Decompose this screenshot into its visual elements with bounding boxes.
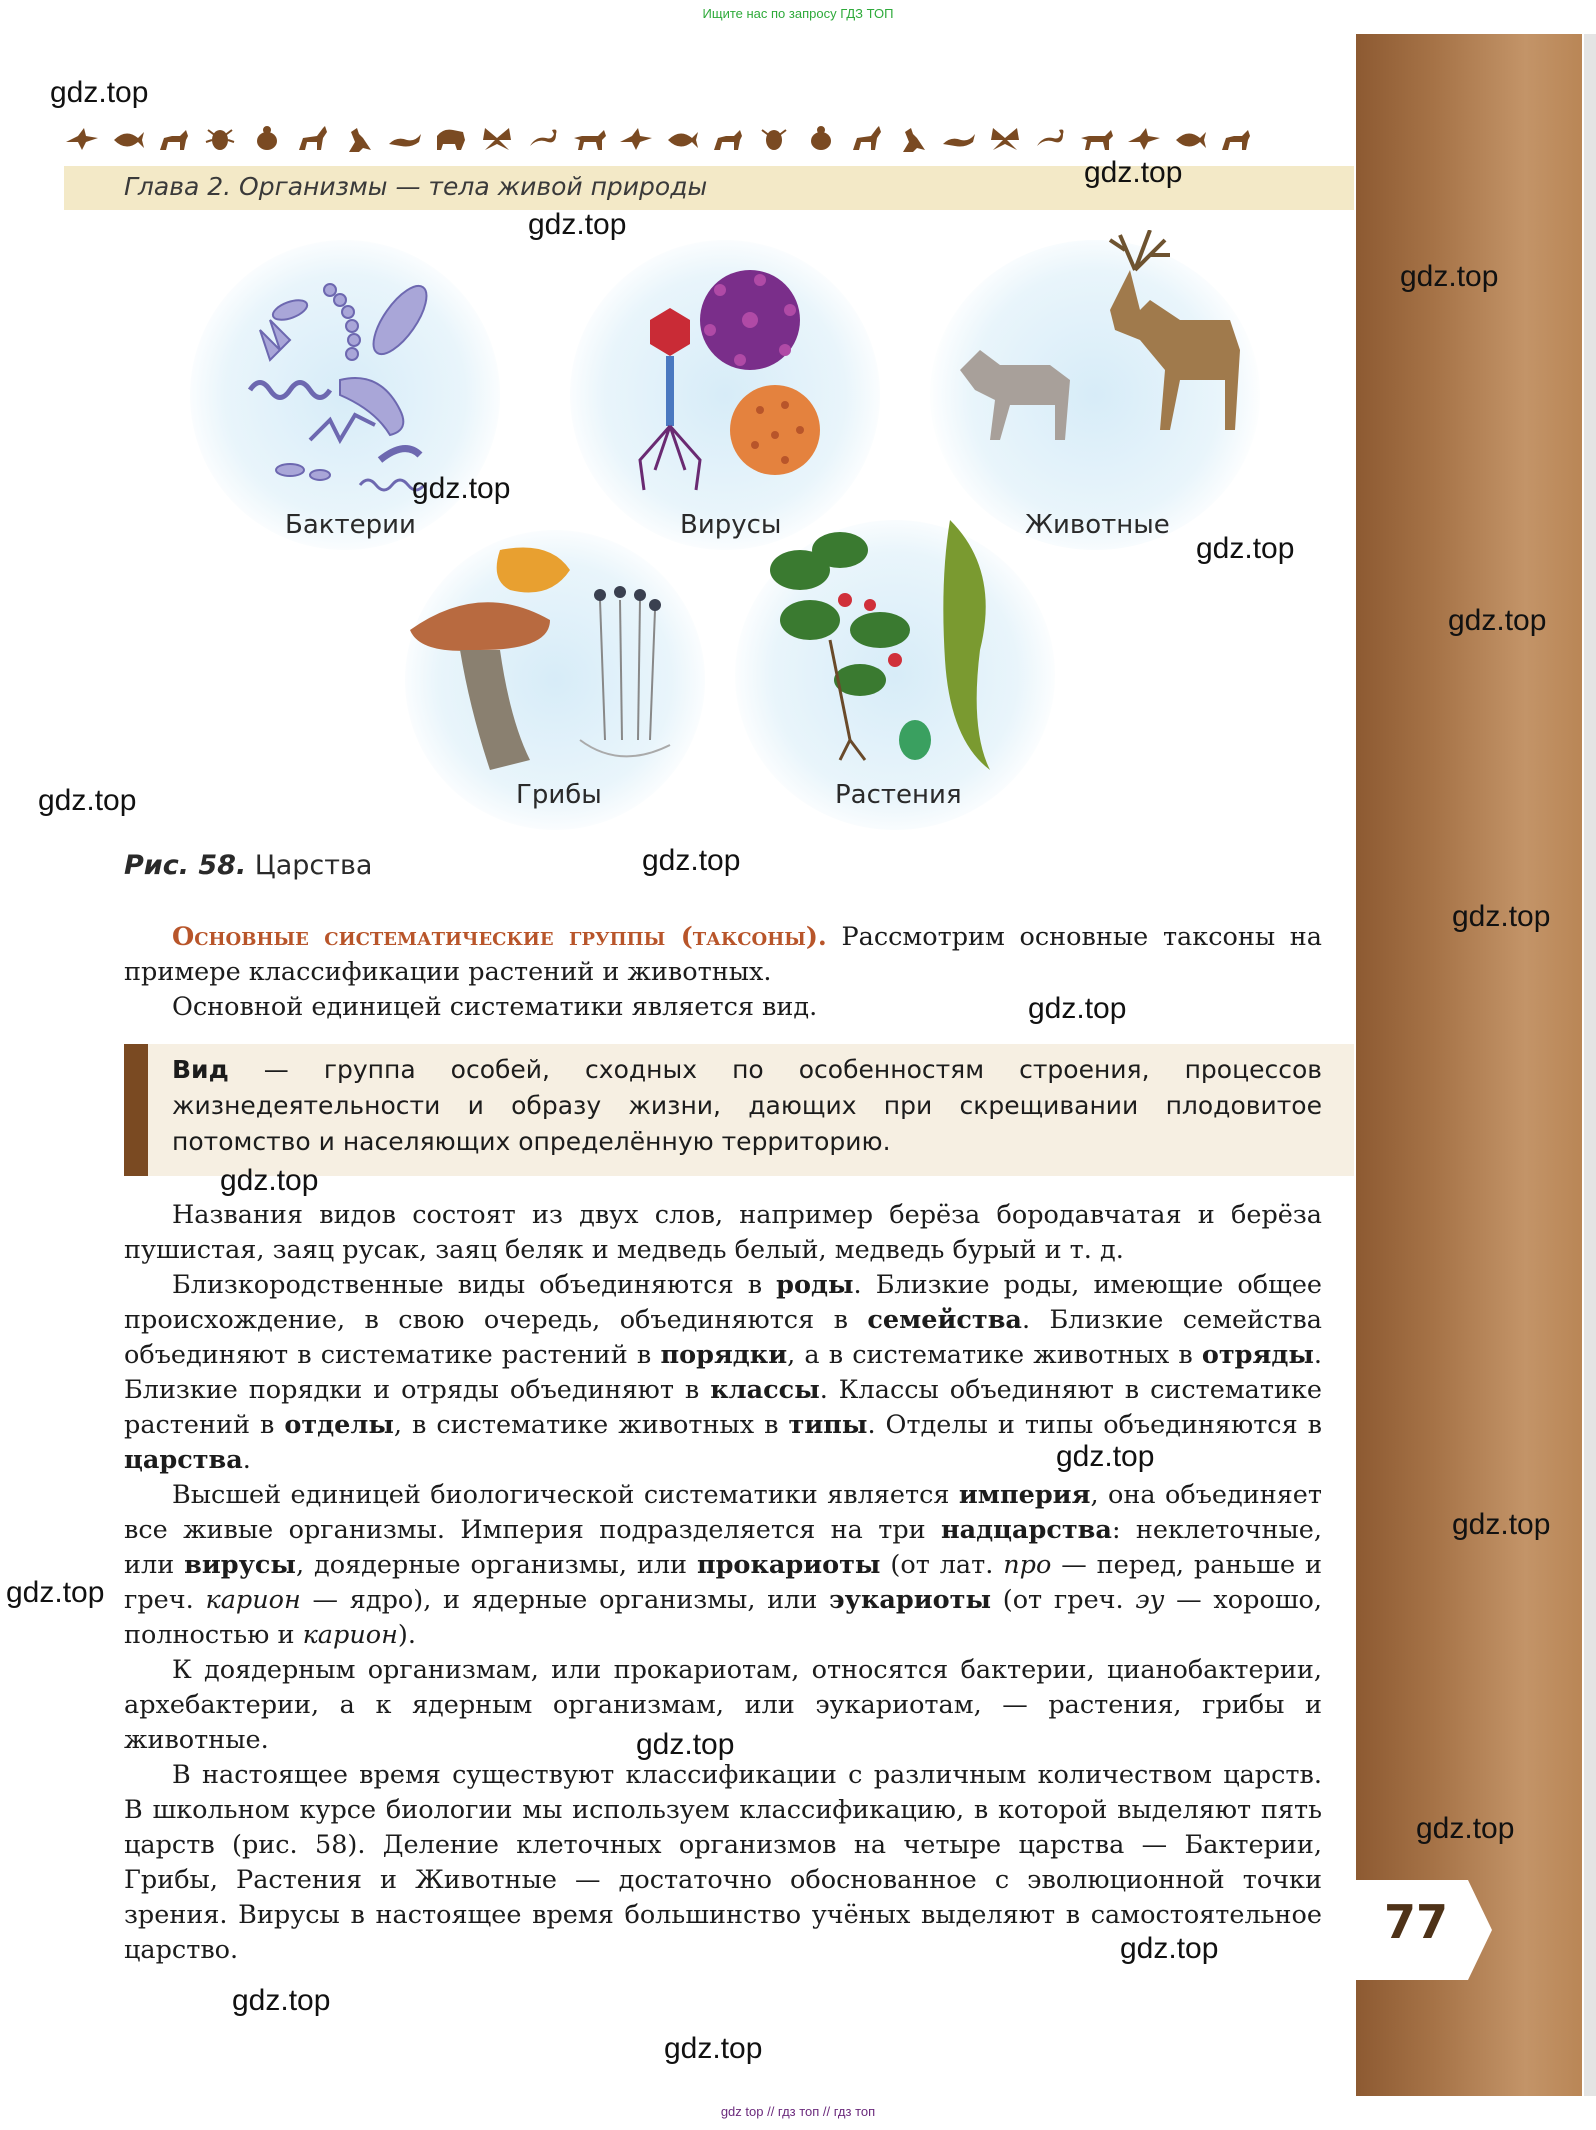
watermark: gdz.top [1084,156,1183,189]
label-viruses: Вирусы [680,510,782,540]
figure-caption [124,850,372,881]
silhouette-kangaroo2-icon [895,124,931,154]
empire-text: (от лат. [880,1550,1004,1580]
figure-caption-number: Рис. 58. [124,850,247,881]
watermark: gdz.top [1452,1508,1551,1541]
empire-text: — перед, раньше и греч. [124,1550,1323,1615]
section-intro [124,920,1322,1025]
silhouette-wolf2-icon [1079,124,1115,154]
viruses-illustration [610,260,850,500]
empire-text: Высшей единицей биологической систематики является [172,1480,959,1510]
ranks-text: . Отделы и типы объединяются в [867,1410,1323,1440]
term-karion: карион [205,1585,301,1615]
watermark: gdz.top [1400,260,1499,293]
ranks-text: . [242,1445,251,1475]
ranks-text: . Близкие семейства объединяют в систематике растений в [124,1305,1322,1370]
ranks-text: . Классы объединяют в систематике растений в [124,1375,1323,1440]
bottom-search-note: gdz top // гдз топ // гдз топ [720,2104,876,2119]
term-pro: про [1003,1550,1052,1580]
silhouette-mammal2-icon [710,124,746,154]
ranks-text: , а в систематике животных в [787,1340,1202,1370]
silhouette-lizard-icon [387,124,423,154]
paragraph-five-kingdoms: В настоящее время существуют классификации с различным количеством царств. В школьном курсе биологии мы используем классификацию, в которой выделяют пять царств (рис. 58). Деление клеточных организмов на четыре царства — Бактерии, Грибы, Растения и Животные — достаточно обоснованное с эволюционной точки зрения. Вирусы в настоящее время большинство учёных выделяют в самостоятельное царство. [124,1760,1322,1965]
silhouette-bird2-icon [618,124,654,154]
silhouette-bird-icon [64,124,100,154]
term-division: отделы [284,1410,394,1440]
term-animal-order: отряды [1201,1340,1314,1370]
silhouette-scorpion2-icon [1033,124,1069,154]
term-eu: эу [1135,1585,1165,1615]
watermark: gdz.top [642,844,741,877]
kingdoms-figure [190,240,1270,820]
silhouette-beetle2-icon [803,124,839,154]
empire-text: , она объединяет все живые организмы. Империя подразделяется на три [124,1480,1322,1545]
silhouette-fish-icon [110,124,146,154]
ranks-text: , в систематике животных в [393,1410,789,1440]
ranks-text: Близкородственные виды объединяются в [172,1270,777,1300]
watermark: gdz.top [1056,1440,1155,1473]
term-karion: карион [302,1620,398,1650]
label-bacteria: Бактерии [285,510,416,540]
animals-illustration [940,230,1270,490]
watermark: gdz.top [1416,1812,1515,1845]
fungi-illustration [400,540,700,790]
silhouette-bird3-icon [1126,124,1162,154]
page-edge-border [1584,34,1596,2096]
watermark: gdz.top [6,1576,105,1609]
empire-text: : неклеточные, или [124,1515,1322,1580]
silhouette-butterfly2-icon [987,124,1023,154]
animal-silhouettes-row [64,120,1254,158]
empire-text: — ядро), и ядерные организмы, или [300,1585,830,1615]
empire-text: (от греч. [991,1585,1136,1615]
silhouette-bison-icon [433,124,469,154]
definition-body: — группа особей, сходных по особенностям строения, процессов жизнедеятельности и образу жизни, дающих при скрещивании плодовитое потомство и населяющих определённую территорию. [172,1055,1322,1156]
empire-text: ). [397,1620,416,1650]
term-superkingdom: надцарства [940,1515,1112,1545]
term-kingdom: царства [124,1445,243,1475]
silhouette-beetle-icon [249,124,285,154]
paragraph-empire [124,1478,1322,1653]
silhouette-kangaroo-icon [341,124,377,154]
definition-bar [124,1044,148,1176]
silhouette-deer2-icon [849,124,885,154]
empire-text: — хорошо, полностью и [124,1585,1322,1650]
plants-illustration [750,510,1050,790]
watermark: gdz.top [50,76,149,109]
label-plants: Растения [835,780,962,810]
bacteria-illustration [230,260,470,500]
silhouette-insect2-icon [756,124,792,154]
paragraph-species-names: Названия видов состоят из двух слов, например берёза бородавчатая и берёза пушистая, заяц русак, заяц беляк и медведь белый, медведь бурый и т. д. [124,1200,1322,1265]
term-viruses: вирусы [184,1550,296,1580]
term-eukaryotes: эукариоты [829,1585,992,1615]
silhouette-scorpion-icon [526,124,562,154]
silhouette-mammal3-icon [1218,124,1254,154]
watermark: gdz.top [220,1164,319,1197]
watermark: gdz.top [412,472,511,505]
paragraph-species-unit: Основной единицей систематики является вид. [172,992,818,1022]
label-fungi: Грибы [516,780,602,810]
watermark: gdz.top [1196,532,1295,565]
page-number: 77 [1383,1895,1448,1949]
watermark: gdz.top [664,2032,763,2065]
ranks-text: . Близкие роды, имеющие общее происхождение, в свою очередь, объединяются в [124,1270,1323,1335]
term-order: порядки [660,1340,788,1370]
chapter-title: Глава 2. Организмы — тела живой природы [124,172,708,201]
ranks-text: . Близкие порядки и отряды объединяют в [124,1340,1322,1405]
watermark: gdz.top [232,1984,331,2017]
watermark: gdz.top [528,208,627,241]
definition-text [172,1052,1322,1160]
silhouette-fish2-icon [664,124,700,154]
term-genus: роды [776,1270,854,1300]
main-body [124,1198,1322,1968]
watermark: gdz.top [636,1728,735,1761]
page-edge-strip [1356,34,1582,2096]
section-heading: Основные систематические группы (таксоны). [172,922,827,952]
silhouette-mammal-icon [156,124,192,154]
term-prokaryotes: прокариоты [696,1550,881,1580]
label-animals: Животные [1025,510,1170,540]
figure-caption-text: Царства [246,850,373,881]
watermark: gdz.top [1452,900,1551,933]
term-family: семейства [867,1305,1022,1335]
term-empire: империя [958,1480,1091,1510]
watermark: gdz.top [38,784,137,817]
watermark: gdz.top [1028,992,1127,1025]
paragraph-taxa [124,920,1322,990]
silhouette-deer-icon [295,124,331,154]
silhouette-fish3-icon [1172,124,1208,154]
empire-text: , доядерные организмы, или [295,1550,697,1580]
definition-term: Вид [172,1055,229,1084]
silhouette-wolf-icon [572,124,608,154]
paragraph-taxa-rest: Рассмотрим основные таксоны на примере классификации растений и животных. [124,922,1323,987]
term-phylum: типы [788,1410,868,1440]
watermark: gdz.top [1120,1932,1219,1965]
paragraph-prokaryotes: К доядерным организмам, или прокариотам, относятся бактерии, цианобактерии, архебактерии, а к ядерным организмам, или эукариотам, — растения, грибы и животные. [124,1655,1322,1755]
top-search-note: Ищите нас по запросу ГДЗ ТОП [702,6,894,21]
term-class: классы [710,1375,820,1405]
silhouette-butterfly-icon [479,124,515,154]
silhouette-lizard2-icon [941,124,977,154]
silhouette-insect-icon [202,124,238,154]
watermark: gdz.top [1448,604,1547,637]
